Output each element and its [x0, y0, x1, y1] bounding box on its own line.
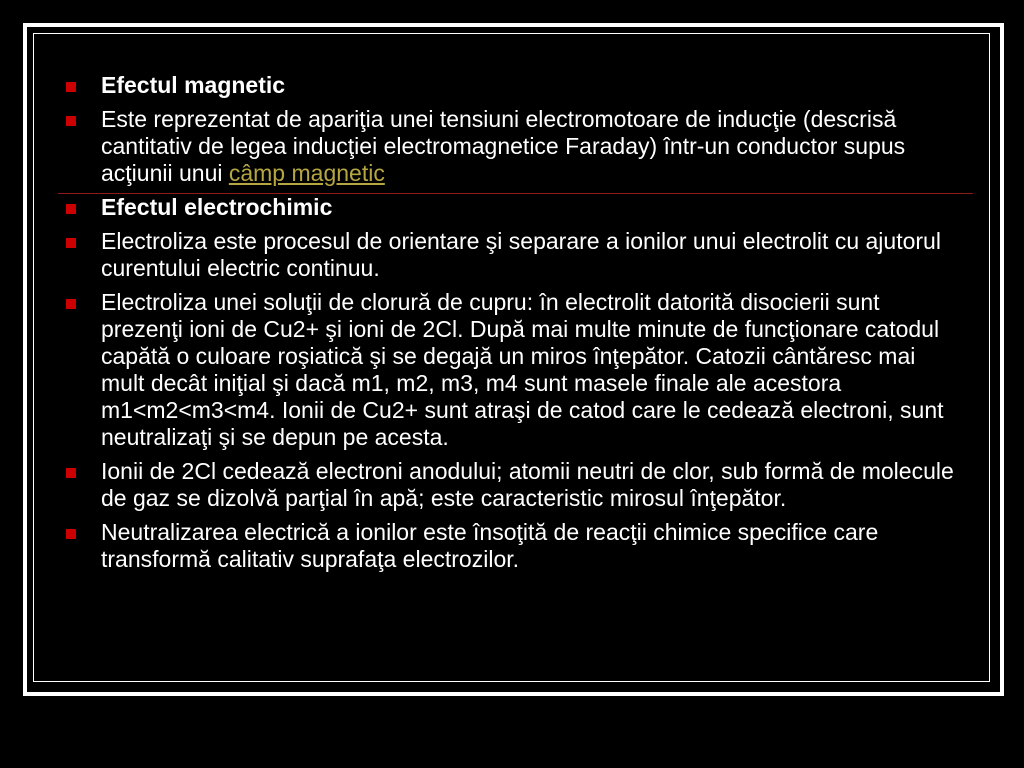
- bullet-list: [60, 72, 960, 573]
- bullet-item-ionii-cl: [60, 458, 960, 512]
- electroliza-example-text: Electroliza unei soluţii de clorură de cupru: în electrolit datorită disocierii sunt prezenţi ioni de Cu2+ şi ioni de 2Cl. După mai multe minute de funcţionare catodul capătă o culoare roşiatică şi se degajă un miros înţepător. Catozii cântăresc mai mult decât iniţial şi dacă m1, m2, m3, m4 sunt masele finale ale acestora m1<m2<m3<m4. Ionii de Cu2+ sunt atraşi de catod care le cedează electroni, sunt neutralizaţi şi se depun pe acesta.: [101, 289, 944, 450]
- square-bullet-icon: [66, 468, 76, 478]
- slide-content: [60, 72, 960, 580]
- square-bullet-icon: [66, 238, 76, 248]
- bullet-item-efectul-magnetic: [60, 72, 960, 99]
- bullet-item-efectul-electrochimic: [60, 194, 960, 221]
- electroliza-definition-text: Electroliza este procesul de orientare şi separare a ionilor unui electrolit cu ajutorul curentului electric continuu.: [101, 228, 941, 281]
- ionii-cl-text: Ionii de 2Cl cedează electroni anodului; atomii neutri de clor, sub formă de molecule de gaz se dizolvă parţial în apă; este caracteristic mirosul înţepător.: [101, 458, 954, 511]
- square-bullet-icon: [66, 82, 76, 92]
- square-bullet-icon: [66, 116, 76, 126]
- square-bullet-icon: [66, 204, 76, 214]
- square-bullet-icon: [66, 529, 76, 539]
- bullet-item-neutralizarea: [60, 519, 960, 573]
- magnetic-description-text: Este reprezentat de apariţia unei tensiuni electromotoare de inducţie (descrisă cantitativ de legea inducţiei electromagnetice Faraday) într-un conductor supus acţiunii unui: [101, 106, 906, 186]
- heading-efectul-magnetic: Efectul magnetic: [101, 72, 286, 98]
- bullet-item-electroliza-definition: [60, 228, 960, 282]
- neutralizarea-text: Neutralizarea electrică a ionilor este însoţită de reacţii chimice specifice care transformă calitativ suprafaţa electrozilor.: [101, 519, 879, 572]
- square-bullet-icon: [66, 299, 76, 309]
- heading-efectul-electrochimic: Efectul electrochimic: [101, 194, 333, 220]
- bullet-item-electroliza-example: [60, 289, 960, 451]
- camp-magnetic-link[interactable]: câmp magnetic: [228, 160, 385, 186]
- bullet-item-magnetic-description: [60, 106, 960, 187]
